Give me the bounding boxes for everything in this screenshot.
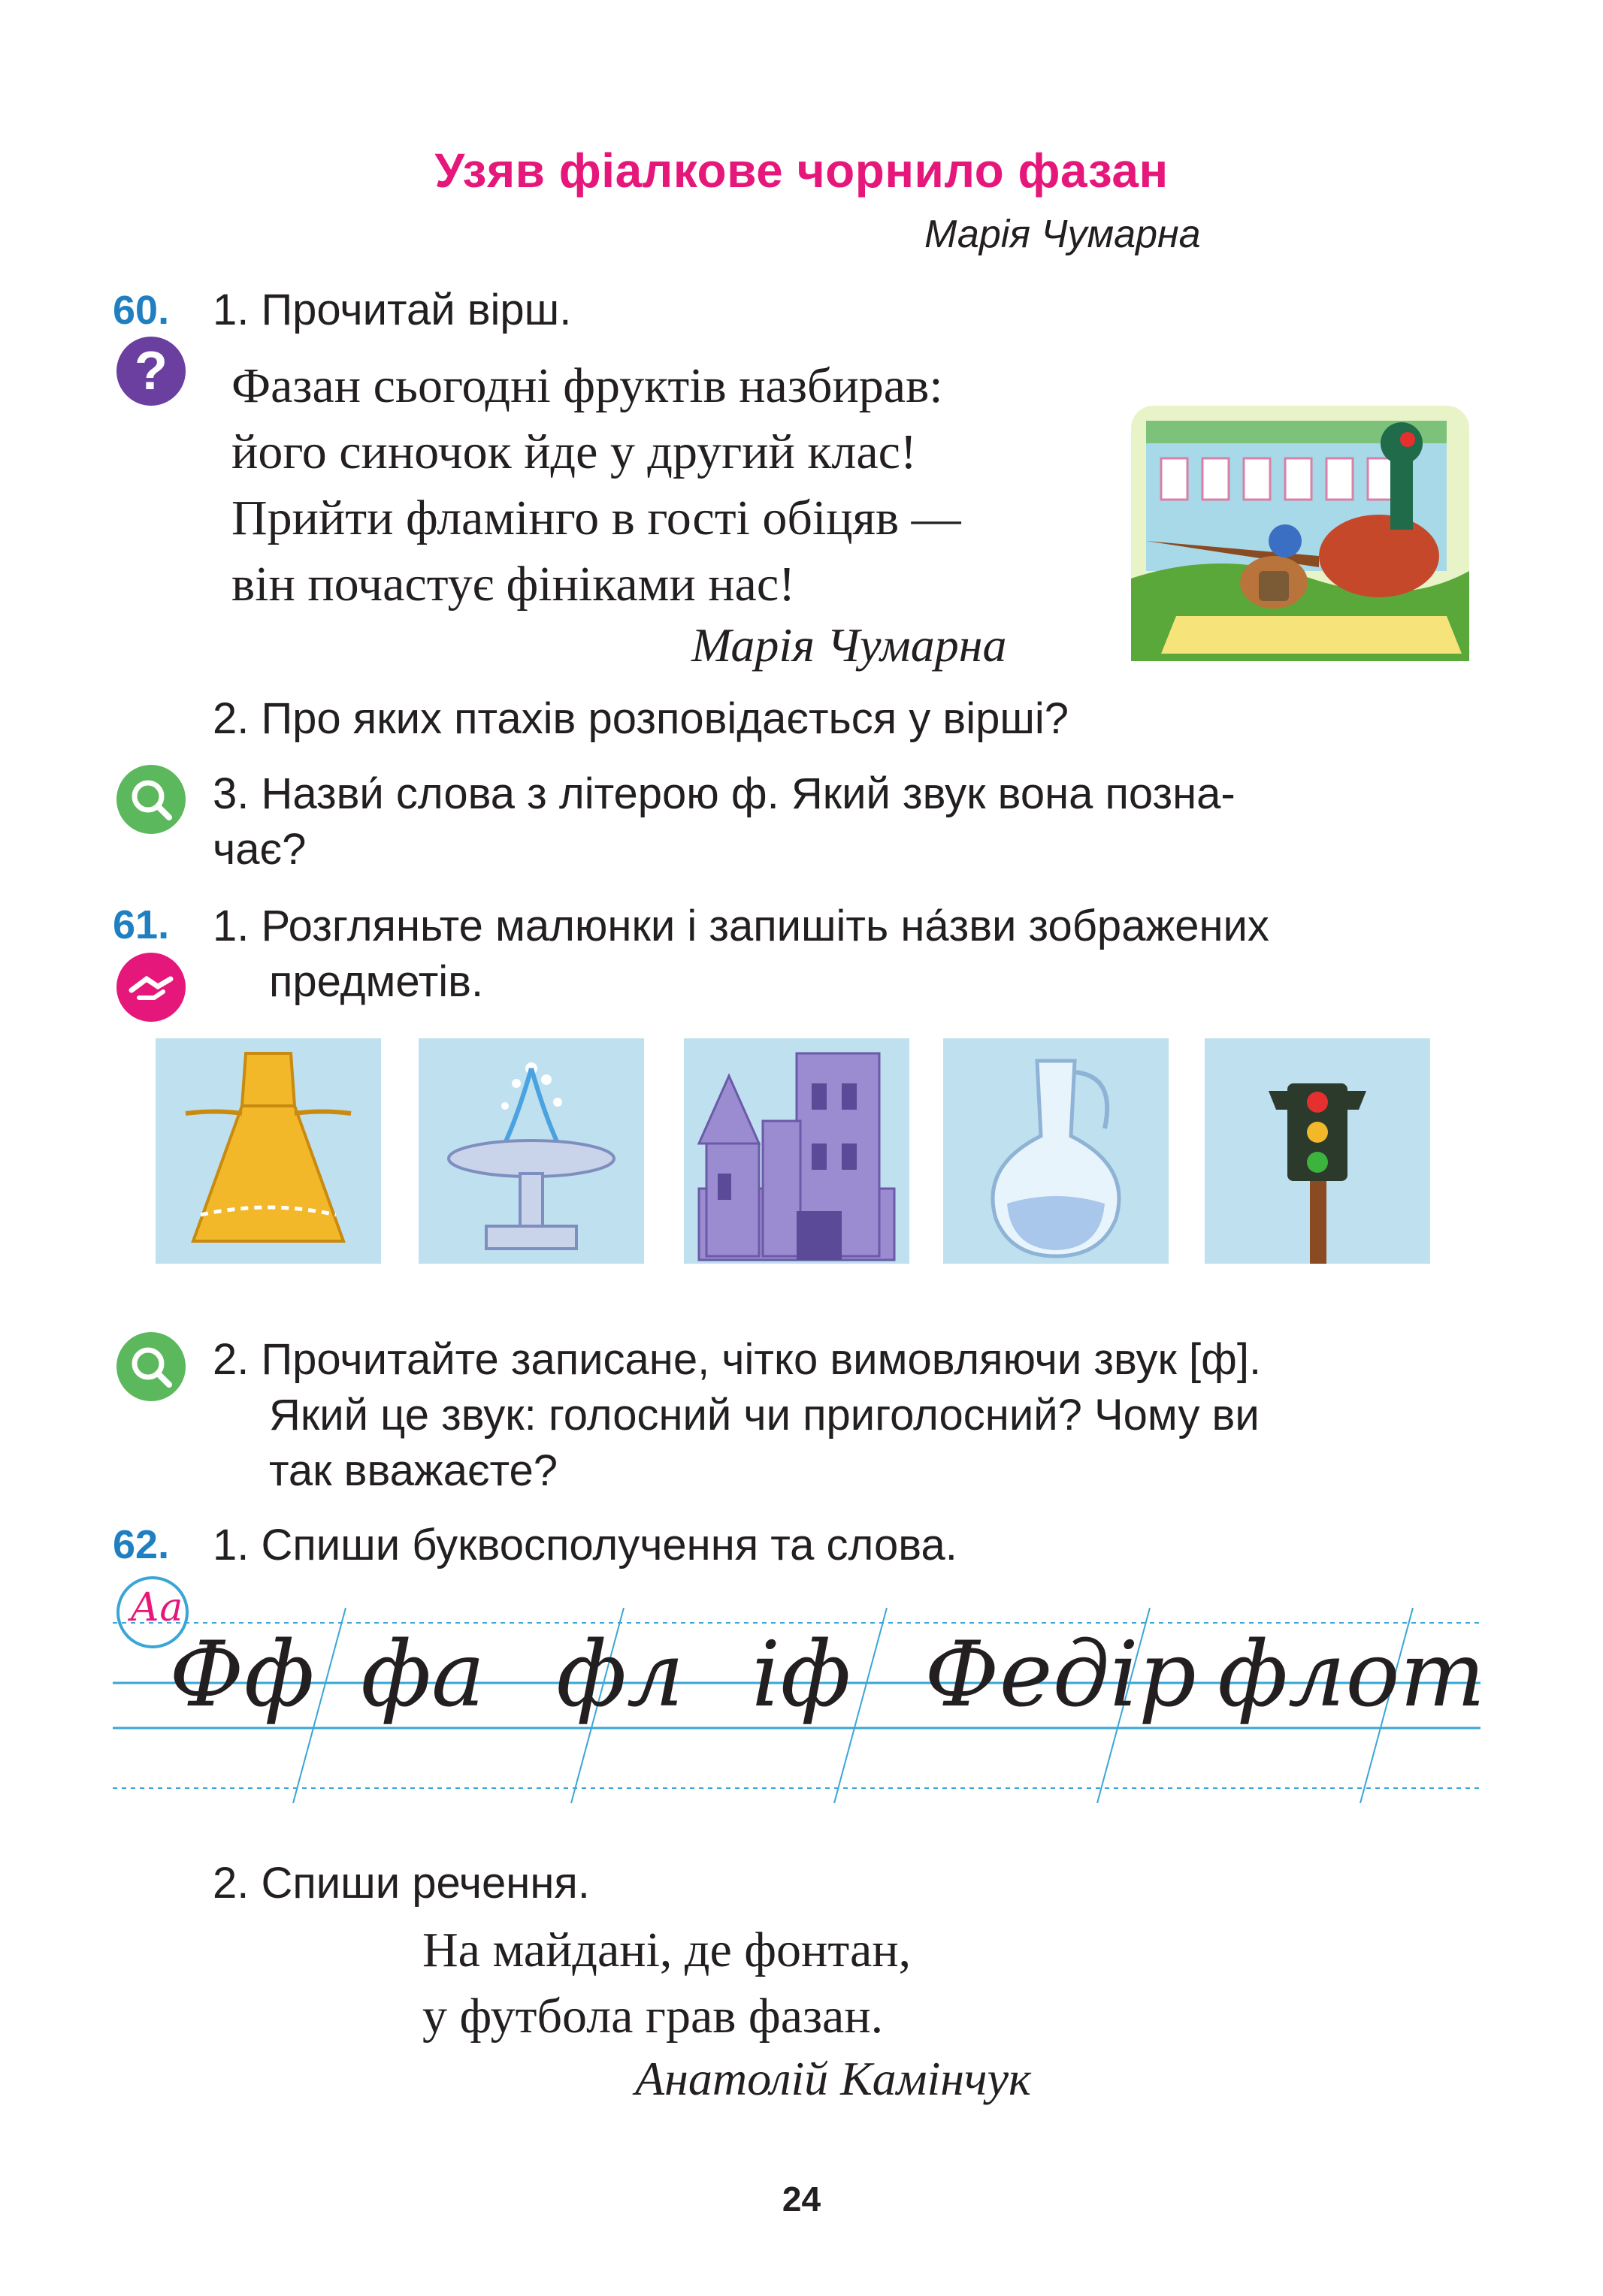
handwriting-sample: флот	[1217, 1623, 1486, 1727]
handwriting-sample: Федір	[924, 1623, 1196, 1727]
exercise-number-60: 60.	[113, 288, 170, 333]
ex60-task2: 2. Про яких птахів розповідається у вірші?	[213, 694, 1069, 743]
ex62-task2: 2. Спиши речення.	[213, 1859, 590, 1908]
ex60-poem-author: Марія Чумарна	[691, 618, 1007, 672]
page-number: 24	[782, 2180, 821, 2219]
handwriting-sample: фл	[556, 1623, 685, 1727]
poem-line: його синочок йде у другий клас!	[231, 424, 917, 479]
ex62-task1: 1. Спиши буквосполучення та слова.	[213, 1521, 957, 1569]
poem-line: Прийти фламінго в гості обіцяв —	[231, 491, 961, 545]
handwriting-sample: фа	[361, 1623, 485, 1727]
apron-picture	[156, 1038, 381, 1264]
question-icon: ?	[116, 337, 186, 406]
poem-line: він почастує фініками нас!	[231, 557, 796, 612]
ex61-task2: 2. Прочитайте записане, чітко вимовляючи звук [ф]. Який це звук: голосний чи приголосний? Чому ви так вважаєте?	[213, 1335, 1262, 1495]
pheasant-illustration	[1131, 391, 1469, 661]
poem-line: у футбола грав фазан.	[422, 1989, 884, 2044]
exercise-number-61: 61.	[113, 902, 170, 947]
exercise-number-62: 62.	[113, 1522, 170, 1567]
castle-picture	[684, 1038, 909, 1264]
handwriting-sample: іф	[752, 1623, 851, 1727]
poem-line: Фазан сьогодні фруктів назбирав:	[231, 358, 943, 413]
ex60-task1: 1. Прочитай вірш.	[213, 285, 572, 334]
page-title: Узяв фіалкове чорнило фазан	[434, 144, 1169, 198]
ex61-task1: 1. Розгляньте малюнки і запишіть на́зви зображених предметів.	[213, 902, 1269, 1006]
magnifier-icon	[116, 765, 186, 834]
ex60-task3: 3. Назви́ слова з літерою ф. Який звук вона позна- чає?	[213, 769, 1236, 874]
ex60-poem	[231, 353, 961, 618]
carafe-picture	[943, 1038, 1169, 1264]
handwriting-sample: Фф	[169, 1623, 315, 1727]
title-author: Марія Чумарна	[924, 213, 1201, 256]
handwriting-icon: Аа	[116, 1576, 189, 1648]
ex62-poem-author: Анатолій Камінчук	[635, 2052, 1031, 2105]
ex62-poem	[422, 1917, 911, 2050]
traffic-light-picture	[1205, 1038, 1430, 1264]
poem-line: На майдані, де фонтан,	[422, 1923, 912, 1977]
fountain-picture	[419, 1038, 644, 1264]
handshake-icon	[116, 953, 186, 1022]
magnifier-icon	[116, 1332, 186, 1401]
